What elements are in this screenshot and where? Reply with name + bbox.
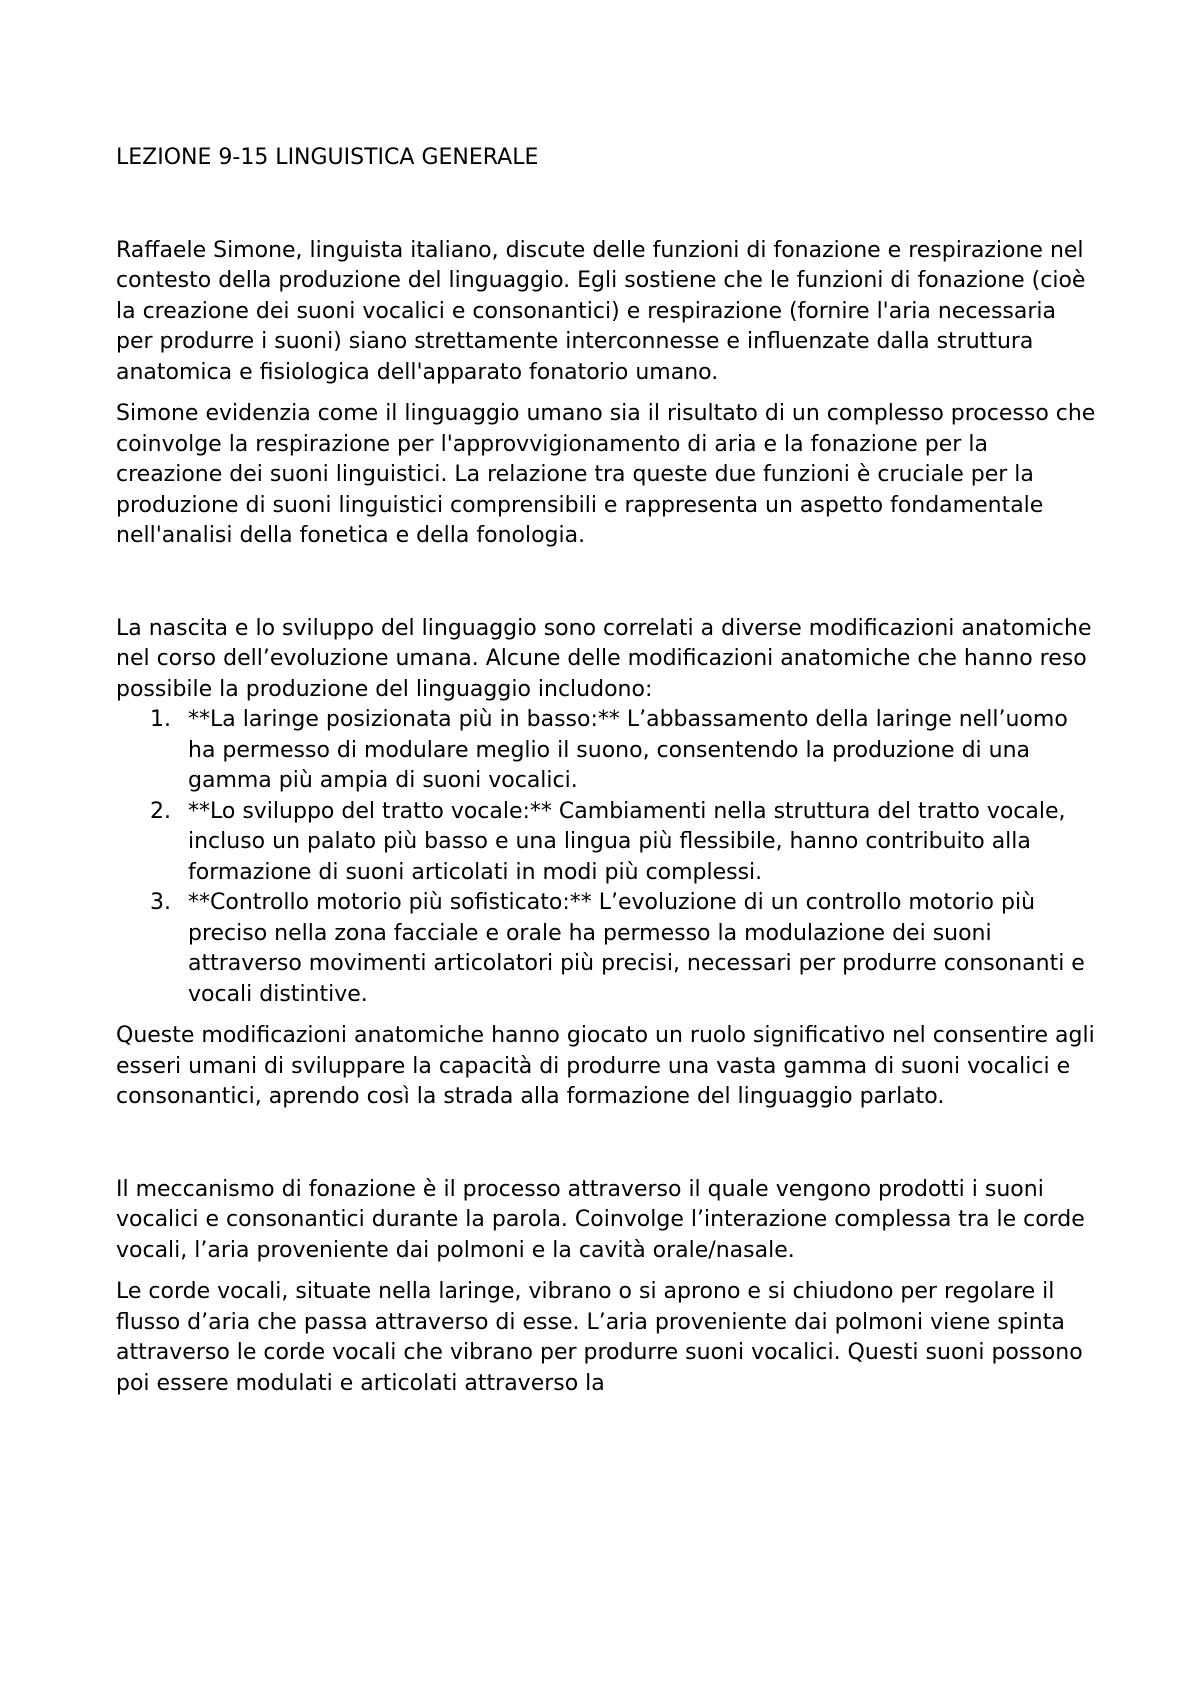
spacer <box>116 1113 1096 1175</box>
paragraph-simone-intro: Raffaele Simone, linguista italiano, discute delle funzioni di fonazione e respirazione nel contesto della produzione del linguaggio. Egli sostiene che le funzioni di fonazione (cioè la creazione dei suoni vocalici e consonantici) e respirazione (fornire l'aria necessaria per produrre i suoni) siano strettamente interconnesse e influenzate dalla struttura anatomica e fisiologica dell'apparato fonatorio umano. <box>116 237 1086 385</box>
spacer <box>116 388 1096 399</box>
paragraph-modificazioni-conclusione: Queste modificazioni anatomiche hanno giocato un ruolo significativo nel consentire agli esseri umani di sviluppare la capacità di produrre una vasta gamma di suoni vocalici e consonantici, aprendo così la strada alla formazione del linguaggio parlato. <box>116 1023 1095 1109</box>
list-item-number: 3. <box>150 890 171 915</box>
list-item-text: **Lo sviluppo del tratto vocale:** Cambiamenti nella struttura del tratto vocale, incluso un palato più basso e una lingua più flessibile, hanno contribuito alla formazione di suoni articolati in modi più complessi. <box>188 798 1066 885</box>
paragraph-corde-vocali: Le corde vocali, situate nella laringe, vibrano o si aprono e si chiudono per regolare il flusso d’aria che passa attraverso di esse. L’aria proveniente dai polmoni viene spinta attraverso le corde vocali che vibrano per produrre suoni vocalici. Questi suoni possono poi essere modulati e articolati attraverso la <box>116 1279 1083 1396</box>
list-item <box>150 797 1096 889</box>
list-item-text: **Controllo motorio più sofisticato:** L’evoluzione di un controllo motorio più preciso nella zona facciale e orale ha permesso la modulazione dei suoni attraverso movimenti articolatori più precisi, necessari per produrre consonanti e vocali distintive. <box>188 890 1085 1007</box>
document-title: LEZIONE 9-15 LINGUISTICA GENERALE <box>116 145 539 170</box>
modificazioni-list <box>116 705 1096 1010</box>
list-item-number: 2. <box>150 798 171 824</box>
paragraph-simone-evidenzia: Simone evidenzia come il linguaggio umano sia il risultato di un complesso processo che coinvolge la respirazione per l'approvvigionamento di aria e la fonazione per la creazione dei suoni linguistici. La relazione tra queste due funzioni è cruciale per la produzione di suoni linguistici comprensibili e rappresenta un aspetto fondamentale nell'analisi della fonetica e della fonologia. <box>116 401 1096 548</box>
spacer <box>116 174 1096 236</box>
paragraph-meccanismo-fonazione: Il meccanismo di fonazione è il processo attraverso il quale vengono prodotti i suoni vocalici e consonantici durante la parola. Coinvolge l’interazione complessa tra le corde vocali, l’aria proveniente dai polmoni e la cavità orale/nasale. <box>116 1176 1085 1263</box>
spacer <box>116 552 1096 614</box>
spacer <box>116 1010 1096 1021</box>
document-body <box>116 143 1096 1399</box>
paragraph-nascita-linguaggio: La nascita e lo sviluppo del linguaggio sono correlati a diverse modificazioni anatomiche nel corso dell’evoluzione umana. Alcune delle modificazioni anatomiche che hanno reso possibile la produzione del linguaggio includono: <box>116 615 1092 702</box>
spacer <box>116 1266 1096 1277</box>
list-item-number: 1. <box>150 707 171 732</box>
list-item <box>150 888 1096 1010</box>
list-item <box>150 705 1096 797</box>
list-item-text: **La laringe posizionata più in basso:** L’abbassamento della laringe nell’uomo ha permesso di modulare meglio il suono, consentendo la produzione di una gamma più ampia di suoni vocalici. <box>188 707 1068 793</box>
